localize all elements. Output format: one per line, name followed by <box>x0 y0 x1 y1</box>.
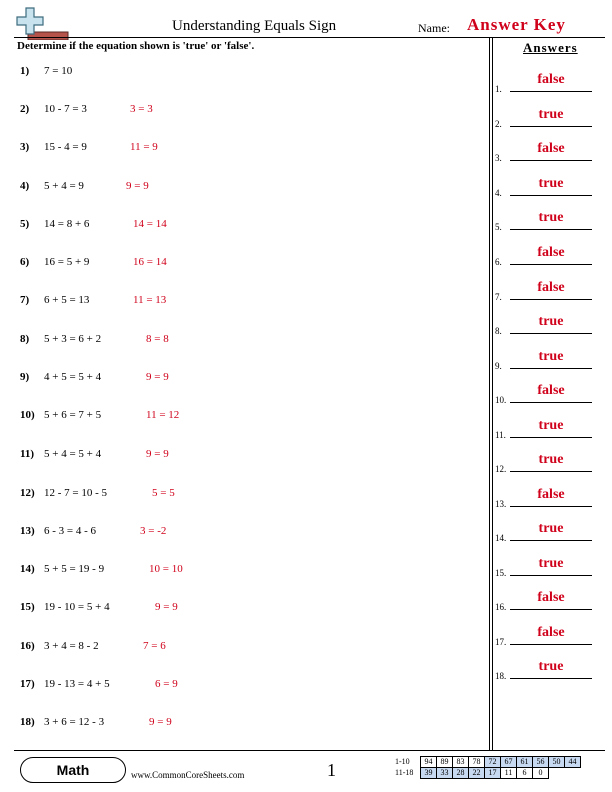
answer-number: 13. <box>495 499 507 509</box>
problem-equation: 5 + 6 = 7 + 5 <box>44 409 102 421</box>
score-cell: 56 <box>533 757 549 768</box>
answer-number: 1. <box>495 84 502 94</box>
answer-item <box>495 623 595 647</box>
answer-line <box>510 264 592 265</box>
problem-item <box>20 333 101 345</box>
problem-item <box>20 103 87 115</box>
answer-line <box>510 333 592 334</box>
answer-item <box>495 312 595 336</box>
problem-item <box>20 678 110 690</box>
score-cell: 61 <box>517 757 533 768</box>
answer-line <box>510 126 592 127</box>
answer-line <box>510 644 592 645</box>
answer-line <box>510 195 592 196</box>
answer-item <box>495 139 595 163</box>
score-cell: 33 <box>437 768 453 779</box>
answer-line <box>510 437 592 438</box>
answer-number: 10. <box>495 395 507 405</box>
answer-number: 12. <box>495 464 507 474</box>
site-url: www.CommonCoreSheets.com <box>131 770 245 780</box>
problem-equation: 5 + 4 = 5 + 4 <box>44 448 102 460</box>
problem-number: 4) <box>20 180 30 192</box>
problem-number: 2) <box>20 103 30 115</box>
answer-number: 7. <box>495 292 502 302</box>
score-row <box>394 768 581 779</box>
problem-item <box>20 180 84 192</box>
simplified-equation: 9 = 9 <box>146 371 169 383</box>
problem-number: 10) <box>20 409 35 421</box>
answer-value: true <box>538 210 564 225</box>
problem-number: 7) <box>20 294 30 306</box>
simplified-equation: 8 = 8 <box>146 333 169 345</box>
problem-number: 9) <box>20 371 30 383</box>
answer-item <box>495 278 595 302</box>
header-divider <box>14 37 462 38</box>
answer-item <box>495 208 595 232</box>
problem-equation: 6 + 5 = 13 <box>44 294 90 306</box>
problem-item <box>20 716 104 728</box>
answer-value: false <box>537 487 565 502</box>
problem-equation: 7 = 10 <box>44 65 73 77</box>
answer-value: false <box>537 625 565 640</box>
answer-item <box>495 450 595 474</box>
simplified-equation: 3 = 3 <box>130 103 153 115</box>
score-cell: 22 <box>469 768 485 779</box>
answer-item <box>495 174 595 198</box>
score-cell: 89 <box>437 757 453 768</box>
problem-equation: 3 + 4 = 8 - 2 <box>44 640 99 652</box>
simplified-equation: 11 = 12 <box>146 409 180 421</box>
score-cell: 78 <box>469 757 485 768</box>
answer-number: 14. <box>495 533 507 543</box>
simplified-equation: 5 = 5 <box>152 487 175 499</box>
answers-column-divider <box>492 37 493 750</box>
problem-item <box>20 448 101 460</box>
problem-equation: 5 + 5 = 19 - 9 <box>44 563 105 575</box>
answer-value: true <box>538 521 564 536</box>
problem-equation: 19 - 13 = 4 + 5 <box>44 678 110 690</box>
problem-item <box>20 563 104 575</box>
simplified-equation: 14 = 14 <box>133 218 167 230</box>
answer-item <box>495 381 595 405</box>
problem-equation: 5 + 3 = 6 + 2 <box>44 333 102 345</box>
problem-number: 5) <box>20 218 30 230</box>
simplified-equation: 6 = 9 <box>155 678 178 690</box>
problem-equation: 14 = 8 + 6 <box>44 218 90 230</box>
problem-item <box>20 65 72 77</box>
answer-item <box>495 416 595 440</box>
problem-number: 13) <box>20 525 35 537</box>
problem-equation: 3 + 6 = 12 - 3 <box>44 716 105 728</box>
answer-line <box>510 229 592 230</box>
instructions: Determine if the equation shown is 'true' or 'false'. <box>17 40 255 52</box>
answer-value: true <box>538 452 564 467</box>
answer-item <box>495 519 595 543</box>
answer-line <box>510 506 592 507</box>
problem-item <box>20 640 99 652</box>
problem-item <box>20 409 101 421</box>
problem-number: 1) <box>20 65 30 77</box>
answer-key-label: Answer Key <box>467 15 566 34</box>
answer-value: false <box>537 141 565 156</box>
answer-line <box>510 540 592 541</box>
problem-equation: 6 - 3 = 4 - 6 <box>44 525 97 537</box>
problem-number: 16) <box>20 640 35 652</box>
answer-number: 2. <box>495 119 502 129</box>
answer-item <box>495 243 595 267</box>
answer-line <box>510 402 592 403</box>
answer-number: 17. <box>495 637 507 647</box>
answer-number: 16. <box>495 602 507 612</box>
score-cell: 50 <box>549 757 565 768</box>
answer-item <box>495 105 595 129</box>
answer-value: true <box>538 107 564 122</box>
answer-number: 8. <box>495 326 502 336</box>
problem-number: 17) <box>20 678 35 690</box>
simplified-equation: 16 = 14 <box>133 256 167 268</box>
answer-value: false <box>537 245 565 260</box>
simplified-equation: 9 = 9 <box>149 716 172 728</box>
problem-item <box>20 294 89 306</box>
subject-badge: Math <box>20 757 126 783</box>
answer-value: true <box>538 659 564 674</box>
score-cell: 17 <box>485 768 501 779</box>
name-label: Name: <box>418 21 450 35</box>
problem-equation: 12 - 7 = 10 - 5 <box>44 487 108 499</box>
problem-number: 3) <box>20 141 30 153</box>
answer-item <box>495 347 595 371</box>
problem-number: 15) <box>20 601 35 613</box>
problem-equation: 16 = 5 + 9 <box>44 256 90 268</box>
problem-item <box>20 371 101 383</box>
problem-equation: 5 + 4 = 9 <box>44 180 84 192</box>
problem-item <box>20 256 89 268</box>
answer-value: false <box>537 590 565 605</box>
problem-number: 8) <box>20 333 30 345</box>
score-row <box>394 757 581 768</box>
score-cell: 67 <box>501 757 517 768</box>
score-cell: 83 <box>453 757 469 768</box>
answer-value: false <box>537 280 565 295</box>
simplified-equation: 7 = 6 <box>143 640 166 652</box>
problem-equation: 4 + 5 = 5 + 4 <box>44 371 102 383</box>
problem-number: 18) <box>20 716 35 728</box>
answer-line <box>510 368 592 369</box>
answer-item <box>495 588 595 612</box>
page-number: 1 <box>327 760 336 780</box>
answer-number: 18. <box>495 671 507 681</box>
answers-column-divider <box>489 37 490 750</box>
simplified-equation: 9 = 9 <box>146 448 169 460</box>
plus-sign-logo-icon <box>14 6 70 40</box>
score-cell: 11 <box>501 768 517 779</box>
worksheet-title: Understanding Equals Sign <box>172 18 337 34</box>
answer-number: 3. <box>495 153 502 163</box>
answer-item <box>495 554 595 578</box>
answer-number: 5. <box>495 222 502 232</box>
name-line <box>462 37 605 38</box>
problem-item <box>20 141 87 153</box>
score-cell: 28 <box>453 768 469 779</box>
score-row-label: 1-10 <box>395 757 410 766</box>
answer-value: true <box>538 556 564 571</box>
answers-heading: Answers <box>523 40 578 55</box>
answer-item <box>495 70 595 94</box>
answer-value: true <box>538 314 564 329</box>
answer-value: false <box>537 383 565 398</box>
footer-divider <box>14 750 605 751</box>
problem-equation: 15 - 4 = 9 <box>44 141 87 153</box>
simplified-equation: 9 = 9 <box>126 180 149 192</box>
problem-item <box>20 218 89 230</box>
answer-value: true <box>538 176 564 191</box>
problem-equation: 10 - 7 = 3 <box>44 103 87 115</box>
answer-number: 6. <box>495 257 502 267</box>
simplified-equation: 3 = -2 <box>140 525 167 537</box>
score-cell: 94 <box>421 757 437 768</box>
problem-item <box>20 525 96 537</box>
answer-line <box>510 471 592 472</box>
answer-number: 4. <box>495 188 502 198</box>
simplified-equation: 11 = 13 <box>133 294 167 306</box>
score-table <box>394 756 581 779</box>
answer-value: true <box>538 349 564 364</box>
score-row-label: 11-18 <box>395 768 414 777</box>
problem-number: 6) <box>20 256 30 268</box>
answer-line <box>510 160 592 161</box>
score-cell: 6 <box>517 768 533 779</box>
problem-number: 11) <box>20 448 35 460</box>
problem-number: 12) <box>20 487 35 499</box>
score-cell: 44 <box>565 757 581 768</box>
problem-item <box>20 487 107 499</box>
answer-number: 15. <box>495 568 507 578</box>
answer-number: 11. <box>495 430 506 440</box>
score-cell: 0 <box>533 768 549 779</box>
answer-line <box>510 91 592 92</box>
problem-item <box>20 601 110 613</box>
score-cell: 72 <box>485 757 501 768</box>
simplified-equation: 11 = 9 <box>130 141 158 153</box>
simplified-equation: 10 = 10 <box>149 563 183 575</box>
answer-value: true <box>538 418 564 433</box>
problem-equation: 19 - 10 = 5 + 4 <box>44 601 110 613</box>
score-cell: 39 <box>421 768 437 779</box>
problem-number: 14) <box>20 563 35 575</box>
answer-line <box>510 678 592 679</box>
answer-line <box>510 575 592 576</box>
answer-value: false <box>537 72 565 87</box>
answer-item <box>495 657 595 681</box>
answer-line <box>510 609 592 610</box>
answer-item <box>495 485 595 509</box>
answer-number: 9. <box>495 361 502 371</box>
answer-line <box>510 299 592 300</box>
simplified-equation: 9 = 9 <box>155 601 178 613</box>
